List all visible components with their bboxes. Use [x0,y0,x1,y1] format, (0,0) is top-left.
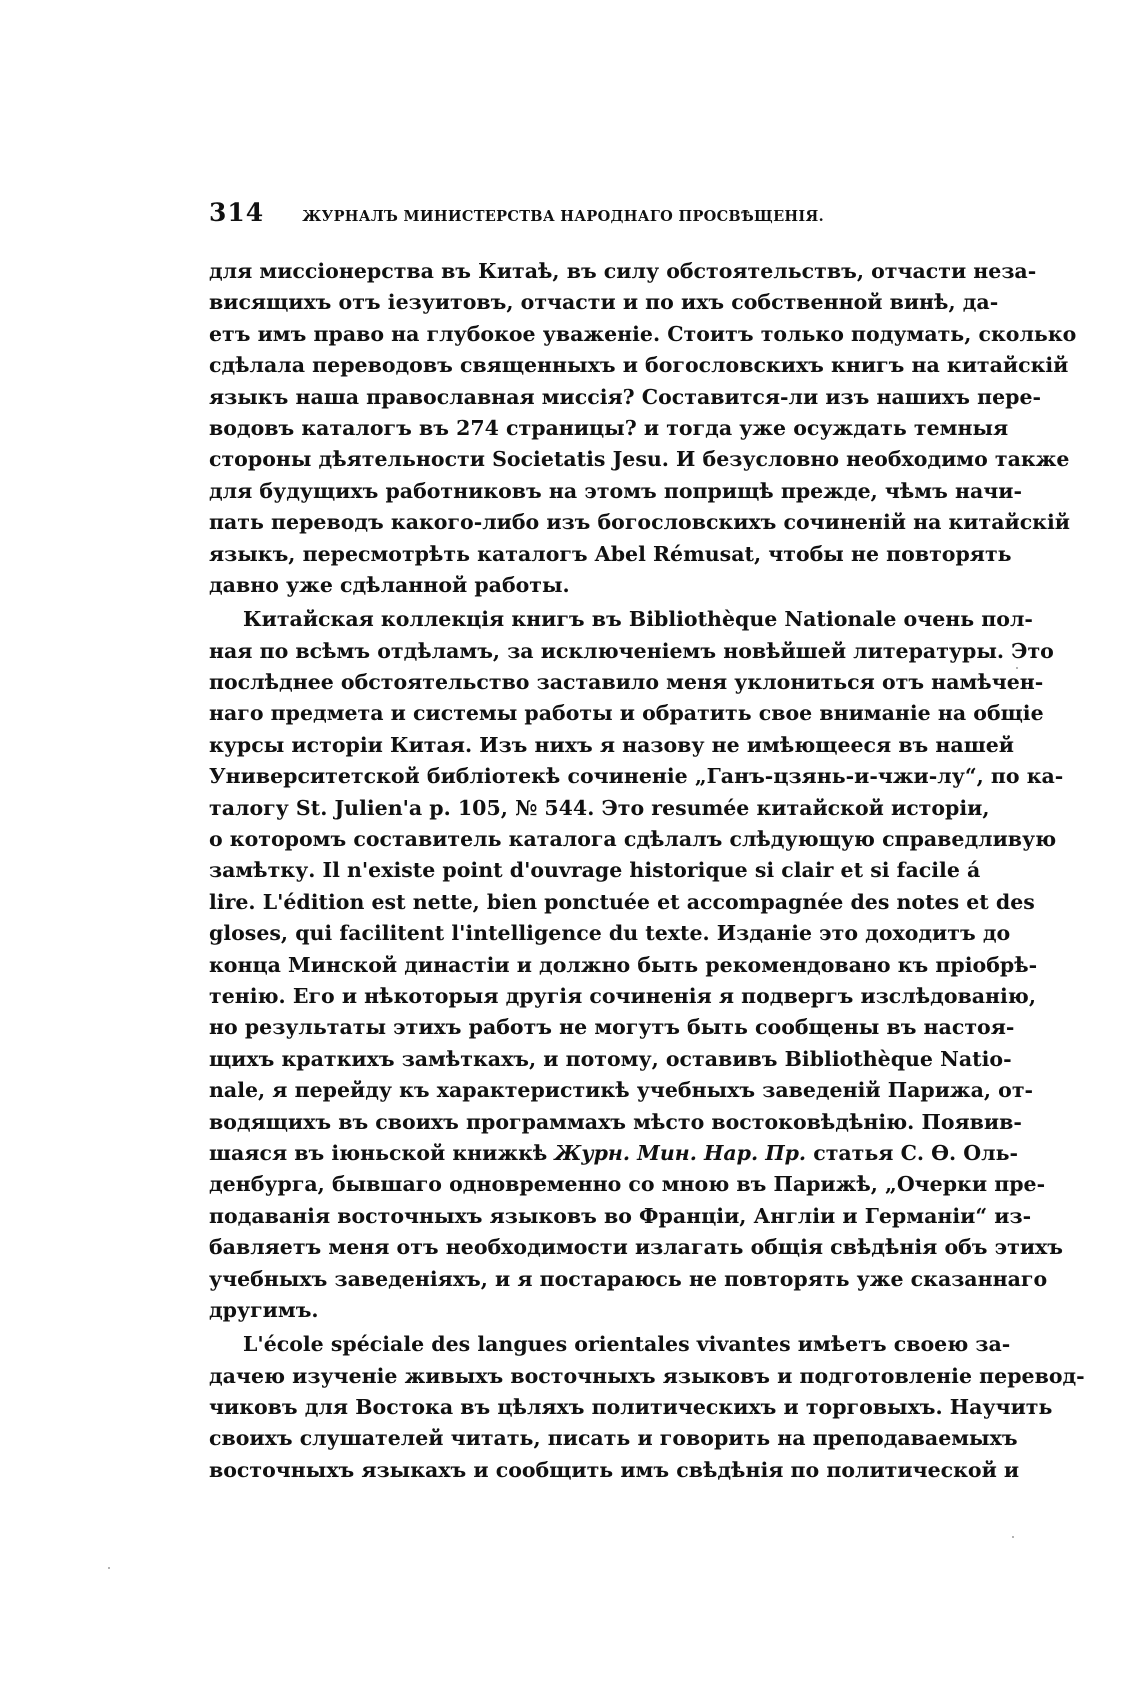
body-text [209,256,1085,1486]
paragraph [209,256,1077,601]
text-line: языкъ, пересмотрѣть каталогъ Abel Rémusat, чтобы не повторять [209,541,1012,566]
scan-speck [1016,667,1018,669]
text-line: Университетской библіотекѣ сочиненіе „Ганъ-цзянь-и-чжи-лу“, по ка- [209,764,1064,789]
text-line: етъ имъ право на глубокое уваженіе. Стоитъ только подумать, сколько [209,321,1077,346]
text-line: Китайская коллекція книгъ въ Bibliothèque Nationale очень пол- [243,607,1033,632]
text-line: замѣтку. Il n'existe point d'ouvrage historique si clair et si facile á [209,858,981,883]
text-line: водовъ каталогъ въ 274 страницы? и тогда уже осуждать темныя [209,415,1009,440]
text-line: щихъ краткихъ замѣткахъ, и потому, оставивъ Bibliothèque Natio- [209,1046,1012,1071]
text-line: подаванія восточныхъ языковъ во Франціи, Англіи и Германіи“ из- [209,1203,1032,1228]
text-line: для миссіонерства въ Китаѣ, въ силу обстоятельствъ, отчасти неза- [209,259,1037,283]
text-line: наго предмета и системы работы и обратить свое вниманіе на общіе [209,701,1044,726]
text-line: дачею изученіе живыхъ восточныхъ языковъ и подготовленіе перевод- [209,1363,1085,1388]
text-line: курсы исторіи Китая. Изъ нихъ я назову не имѣющееся въ нашей [209,732,1014,757]
running-head: ЖУРНАЛЪ МИНИСТЕРСТВА НАРОДНАГО ПРОСВѢЩЕНІЯ. [302,208,824,225]
page-header [209,198,889,227]
text-line: водящихъ въ своихъ программахъ мѣсто востоковѣдѣнію. Появив- [209,1109,1022,1134]
text-line: стороны дѣятельности Societatis Jesu. И безусловно необходимо также [209,447,1070,472]
text-line: ная по всѣмъ отдѣламъ, за исключеніемъ новѣйшей литературы. Это [209,638,1054,663]
text-line: для будущихъ работниковъ на этомъ поприщѣ прежде, чѣмъ начи- [209,478,1022,503]
scan-speck [1012,1536,1014,1538]
text-line: о которомъ составитель каталога сдѣлалъ слѣдующую справедливую [209,827,1057,852]
text-line: но результаты этихъ работъ не могутъ быть сообщены въ настоя- [209,1015,1015,1040]
text-line: lire. L'édition est nette, bien ponctuée et accompagnée des notes et des [209,889,1035,914]
text-line: бавляетъ меня отъ необходимости излагать общія свѣдѣнія объ этихъ [209,1235,1064,1260]
text-line: другимъ. [209,1297,319,1322]
text-line: послѣднее обстоятельство заставило меня уклониться отъ намѣчен- [209,670,1044,695]
text-line: давно уже сдѣланной работы. [209,572,570,597]
paragraph [209,604,1064,1326]
text-line: сдѣлала переводовъ священныхъ и богословскихъ книгъ на китайскій [209,353,1069,378]
paragraph [209,1329,1085,1486]
text-line: конца Минской династіи и должно быть рекомендовано къ пріобрѣ- [209,952,1038,977]
text-line: висящихъ отъ іезуитовъ, отчасти и по ихъ собственной винѣ, да- [209,290,999,315]
scan-speck [108,1567,110,1569]
text-line: gloses, qui facilitent l'intelligence du texte. Изданіе это доходитъ до [209,921,1011,946]
italic-citation: Журн. Мин. Нар. Пр. [554,1140,807,1165]
text-line: языкъ наша православная миссія? Составится-ли изъ нашихъ пере- [209,384,1042,409]
text-line: восточныхъ языкахъ и сообщить имъ свѣдѣнія по политической и [209,1457,1020,1482]
text-line: чиковъ для Востока въ цѣляхъ политическихъ и торговыхъ. Научить [209,1395,1053,1420]
text-line: шаяся въ іюньской книжкѣ Журн. Мин. Нар. Пр. статья С. Ѳ. Оль- [209,1140,1019,1165]
text-line: L'école spéciale des langues orientales vivantes имѣетъ своею за- [243,1332,1011,1357]
text-line: учебныхъ заведеніяхъ, и я постараюсь не повторять уже сказаннаго [209,1266,1048,1291]
text-line: своихъ слушателей читать, писать и говорить на преподаваемыхъ [209,1426,1018,1451]
text-line: талогу St. Julien'a p. 105, № 544. Это resumée китайской исторіи, [209,795,990,820]
text-line: денбурга, бывшаго одновременно со мною въ Парижѣ, „Очерки пре- [209,1172,1046,1197]
text-line: тенію. Его и нѣкоторыя другія сочиненія я подвергъ изслѣдованію, [209,983,1036,1008]
page-number: 314 [209,198,265,227]
text-line: nale, я перейду къ характеристикѣ учебныхъ заведеній Парижа, от- [209,1078,1034,1103]
text-line: пать переводъ какого-либо изъ богословскихъ сочиненій на китайскій [209,510,1070,535]
